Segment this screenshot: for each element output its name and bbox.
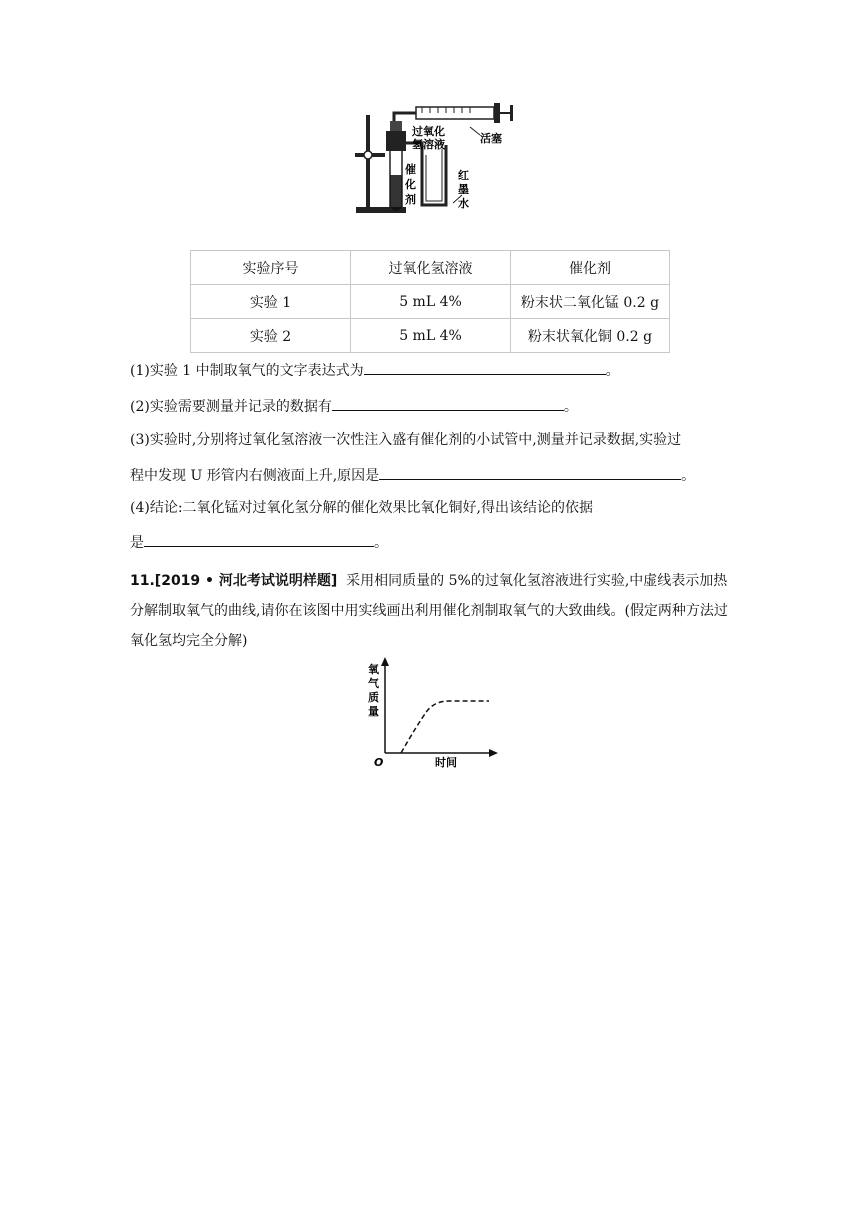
- heating-curve-dashed: [401, 701, 489, 753]
- table-cell: 粉末状二氧化锰 0.2 g: [511, 285, 670, 319]
- label-piston: 活塞: [480, 132, 502, 145]
- y-label-3: 质: [368, 691, 379, 704]
- table-row: [191, 319, 670, 353]
- question-1: [130, 360, 620, 381]
- period: 。: [374, 535, 388, 551]
- label-h2o2-2: 氢溶液: [412, 138, 445, 151]
- table-cell: 5 mL 4%: [351, 285, 511, 319]
- table-cell: 实验 2: [191, 319, 351, 353]
- experiment-table: [190, 250, 670, 353]
- question-4-text: 是: [130, 535, 144, 551]
- question-2-text: (2)实验需要测量并记录的数据有: [130, 399, 332, 415]
- question-11-text: 采用相同质量的 5%的过氧化氢溶液进行实验,中虚线表示加热分解制取氧气的曲线,请你在该图中用实线画出利用催化剂制取氧气的大致曲线。(假定两种方法过氧化氢均完全分解): [130, 573, 728, 649]
- table-header: 催化剂: [511, 251, 670, 285]
- answer-blank-2: [332, 396, 564, 411]
- table-cell: 粉末状氧化铜 0.2 g: [511, 319, 670, 353]
- table-header: 过氧化氢溶液: [351, 251, 511, 285]
- period: 。: [563, 399, 578, 415]
- label-ink-1: 红: [458, 169, 469, 182]
- table-header: 实验序号: [191, 251, 351, 285]
- rubber-stopper: [386, 131, 406, 151]
- question-4-line-2: [130, 532, 388, 553]
- y-label-4: 量: [368, 705, 379, 718]
- period: 。: [605, 363, 620, 379]
- y-arrow: [381, 657, 389, 666]
- table-cell: 实验 1: [191, 285, 351, 319]
- question-3-line-1: (3)实验时,分别将过氧化氢溶液一次性注入盛有催化剂的小试管中,测量并记录数据,实验过: [130, 432, 682, 448]
- origin-label: O: [374, 756, 384, 769]
- table-cell: 5 mL 4%: [351, 319, 511, 353]
- answer-blank-3: [379, 465, 681, 480]
- oxygen-mass-graph: [365, 655, 500, 770]
- answer-blank-1: [364, 360, 606, 375]
- table-header-row: [191, 251, 670, 285]
- label-catalyst-2: 化: [405, 178, 416, 191]
- table-row: [191, 285, 670, 319]
- question-3-text: 程中发现 U 形管内右侧液面上升,原因是: [130, 468, 380, 484]
- y-label-1: 氧: [368, 663, 379, 676]
- label-h2o2-1: 过氧化: [412, 125, 445, 138]
- period: 。: [681, 468, 696, 484]
- syringe: [416, 107, 494, 119]
- question-2: [130, 396, 578, 417]
- question-3-line-2: [130, 465, 695, 486]
- question-11: [130, 566, 730, 656]
- question-11-source: 11.[2019 • 河北考试说明样题]: [130, 573, 338, 589]
- y-label-2: 气: [368, 677, 379, 690]
- label-ink-3: 水: [458, 197, 469, 210]
- label-catalyst-1: 催: [405, 163, 416, 176]
- question-4-line-1: (4)结论:二氧化锰对过氧化氢分解的催化效果比氧化铜好,得出该结论的依据: [130, 500, 593, 516]
- apparatus-diagram: [350, 95, 520, 220]
- question-1-text: (1)实验 1 中制取氧气的文字表达式为: [130, 363, 364, 379]
- x-label: 时间: [435, 756, 457, 769]
- x-arrow: [489, 749, 498, 757]
- answer-blank-4: [144, 532, 374, 547]
- stand-rod: [366, 115, 370, 209]
- label-ink-2: 墨: [458, 183, 469, 196]
- label-catalyst-3: 剂: [405, 193, 416, 206]
